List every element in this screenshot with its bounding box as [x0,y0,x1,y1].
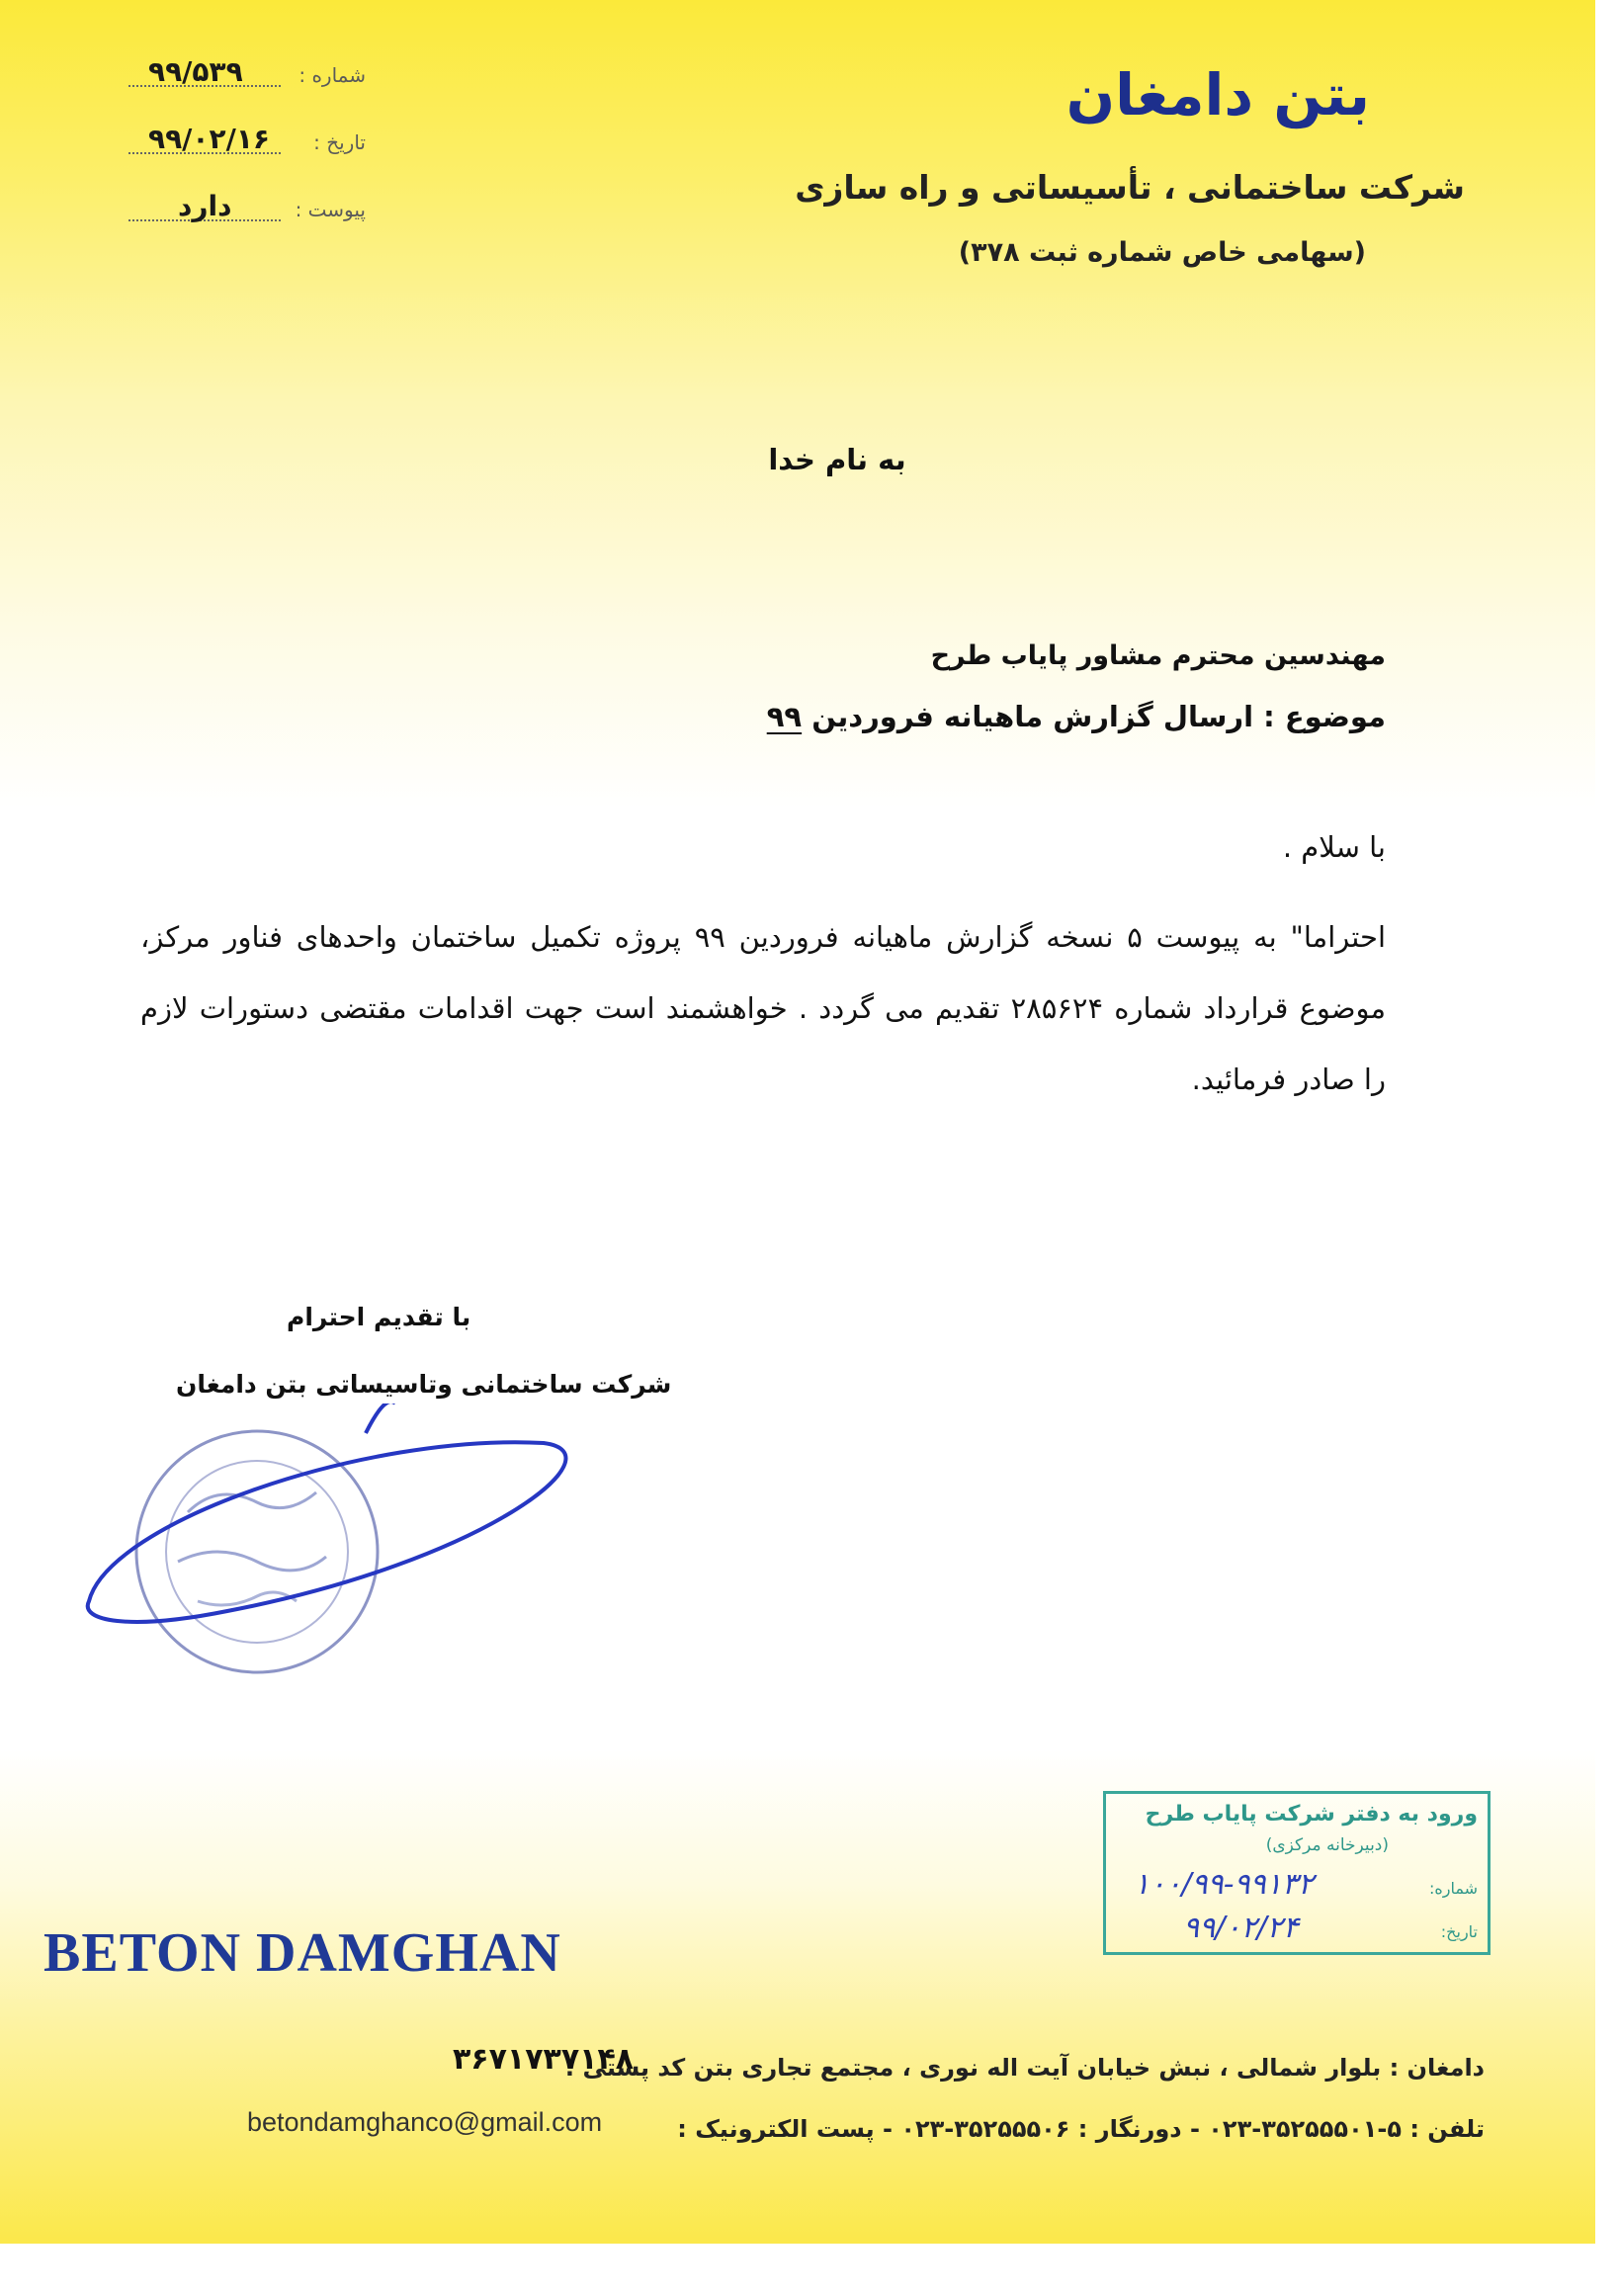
closing: با تقدیم احترام [287,1303,471,1331]
greeting: با سلام . [1282,830,1386,864]
attachment-value: دارد [178,190,232,222]
footer-email: betondamghanco@gmail.com [247,2107,603,2137]
received-date-label: تاریخ: [1440,1922,1478,1941]
received-number-label: شماره: [1428,1879,1478,1898]
received-date-value: ۹۹/۰۲/۲۴ [1183,1911,1299,1945]
letter-body: احتراما" به پیوست ۵ نسخه گزارش ماهیانه فروردین ۹۹ پروژه تکمیل ساختمان واحدهای فناور مرکز، موضوع قرارداد شماره ۲۸۵۶۲۴ تقدیم می گردد . خواهشمند است جهت اقدامات مقتضی دستورات لازم را صادر فرمائید. [140,920,1387,1096]
signature-loop [88,1442,566,1622]
footer-address: دامغان : بلوار شمالی ، نبش خیابان آیت اله نوری ، مجتمع تجاری بتن کد پستی : [564,2054,1485,2082]
received-stamp [1103,1791,1491,1955]
seal-scribble-2 [178,1552,326,1571]
number-value: ۹۹/۵۳۹ [148,55,243,88]
received-number-value: ۱۰۰/۹۹-۹۹۱۳۲ [1134,1867,1315,1902]
subject [767,700,1386,733]
signature-company: شرکت ساختمانی وتاسیساتی بتن دامغان [176,1370,672,1399]
registration-info: (سهامی خاص شماره ثبت ۳۷۸) [958,237,1366,268]
company-seal-image [69,1403,583,1690]
received-title: ورود به دفتر شرکت پایاب طرح [1145,1802,1478,1827]
company-name: شرکت ساختمانی ، تأسیساتی و راه سازی [795,168,1465,207]
attachment-label: پیوست : [295,198,366,221]
subject-number: ۹۹ [766,700,803,733]
received-subtitle: (دبیرخانه مرکزی) [1265,1835,1389,1855]
brand-title: بتن دامغان [1065,61,1370,128]
meta-attachment [89,190,366,233]
bismillah: به نام خدا [768,443,906,476]
subject-text: موضوع : ارسال گزارش ماهیانه فروردین [811,700,1386,733]
footer-postal-code: ۳۶۷۱۷۳۷۱۴۸ [453,2042,635,2077]
brand-english: BETON DAMGHAN [43,1922,561,1984]
date-label: تاریخ : [313,130,366,154]
number-label: شماره : [298,63,366,87]
date-value: ۹۹/۰۲/۱۶ [148,123,270,155]
meta-date [89,123,366,166]
footer-phones: تلفن : ۵-۳۵۲۵۵۵۰۱-۰۲۳ - دورنگار : ۳۵۲۵۵۵۰۶-۰۲۳ - پست الکترونیک : [677,2115,1485,2143]
signature-tail [366,1403,395,1433]
recipient: مهندسین محترم مشاور پایاب طرح [930,640,1386,671]
seal-circle [136,1431,378,1672]
meta-number [89,55,366,99]
